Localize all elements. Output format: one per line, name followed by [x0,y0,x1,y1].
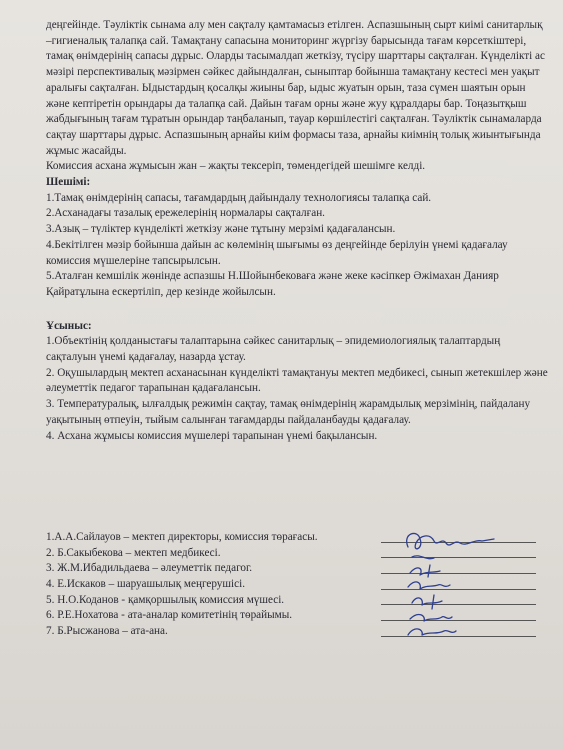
signatory-text: 4. Е.Искаков – шаруашылық меңгерушісі. [46,578,245,591]
body-paragraph-2: Комиссия асхана жұмысын жан – жақты тексеріп, төмендегідей шешімге келді. [46,160,426,173]
decision-item-1: 1.Тамақ өнімдерінің сапасы, тағамдардың дайындалу технологиясы талапқа сай. [46,191,432,204]
document-body [46,18,548,444]
signatory-text: 5. Н.О.Коданов - қамқоршылық комиссия мүшесі. [46,593,285,606]
proposal-item-4: 4. Асхана жұмысы комиссия мүшелері тарапынан үнемі бақылансын. [46,429,378,442]
decision-item-4: 4.Бекітілген мәзір бойынша дайын ас көлемінің шығымы өз деңгейінде берілуін үнемі қадағалау комиссия мүшелеріне тапсырылсын. [46,238,508,267]
decision-heading: Шешімі: [46,176,91,189]
signatory-text: 6. Р.Е.Нохатова - ата-аналар комитетінің төрайымы. [46,609,293,622]
handwritten-signatures [390,525,500,650]
proposal-item-3: 3. Температуралық, ылғалдық режимін сақтау, тамақ өнімдерінің жарамдылық мерзімінің, пайдалану уақытының өтпеуін, тыйым салынған тағамдарды пайдаланбауды қадағалау. [46,398,531,426]
body-paragraph-1: деңгейінде. Тәуліктік сынама алу мен сақталу қамтамасыз етілген. Аспазшының сырт киімі санитарлық –гигиеналық талапқа сай. Тамақтану сапасына мониторинг жүргізу барысында тағам көрсеткіштері, тамақ өнімдерінің сапасы дұрыс. Оларды тасымалдап жеткізу, түсіру шарттары сақталған. Күнделікті ас мәзірі перспективалық мәзірмен сәйкес дайындалған, сыныптар бойынша тамақтану кестесі мен уақыт аралығы сақталған. Ыдыстардың қосалқы жиыны бар, ыдыс жуатын орын, таза сүмен шаятын орын және кептіретін орындары да талапқа сай. Дайын тағам орны және жуу құралдары бар. Тоңазытқыш жабдығының тағам тұратын орындар таңбаланып, тауар көршілестігі сақталған. Тәуліктік сынамаларда сақтау шарттары дұрыс. Аспазшының арнайы киім формасы таза, арнайы киімнің толық жиынтығында жұмыс жасайды. [46,19,545,157]
proposal-item-1: 1.Объектінің қолданыстағы талаптарына сәйкес санитарлық – эпидемиологиялық талаптардың сақталуын үнемі қадағалау, назарда ұстау. [46,335,501,364]
proposal-item-2: 2. Оқушылардың мектеп асханасынан күнделікті тамақтануы мектеп медбикесі, сынып жетекшілер және әлеуметтік педагог тарапынан қадағалансын. [46,366,548,395]
decision-item-5: 5.Аталған кемшілік жөнінде аспазшы Н.Шойынбековаға және жеке кәсіпкер Әжімахан Данияр Қайратұлына ескертіліп, дер кезінде жойылсын. [46,270,499,298]
decision-item-3: 3.Азық – түліктер күнделікті жеткізу және тұтыну мерзімі қадағалансын. [46,223,396,236]
signatory-text: 3. Ж.М.Ибадильдаева – әлеуметтік педагог. [46,562,253,575]
signatory-text: 2. Б.Сакыбекова – мектеп медбикесі. [46,546,221,559]
signatory-text: 1.А.А.Сайлауов – мектеп директоры, комиссия төрағасы. [46,531,318,543]
proposal-heading: Ұсыныс: [46,319,92,332]
signatory-text: 7. Б.Рысжанова – ата-ана. [46,625,168,638]
decision-item-2: 2.Асханадағы тазалық ережелерінің нормалары сақталған. [46,207,325,220]
